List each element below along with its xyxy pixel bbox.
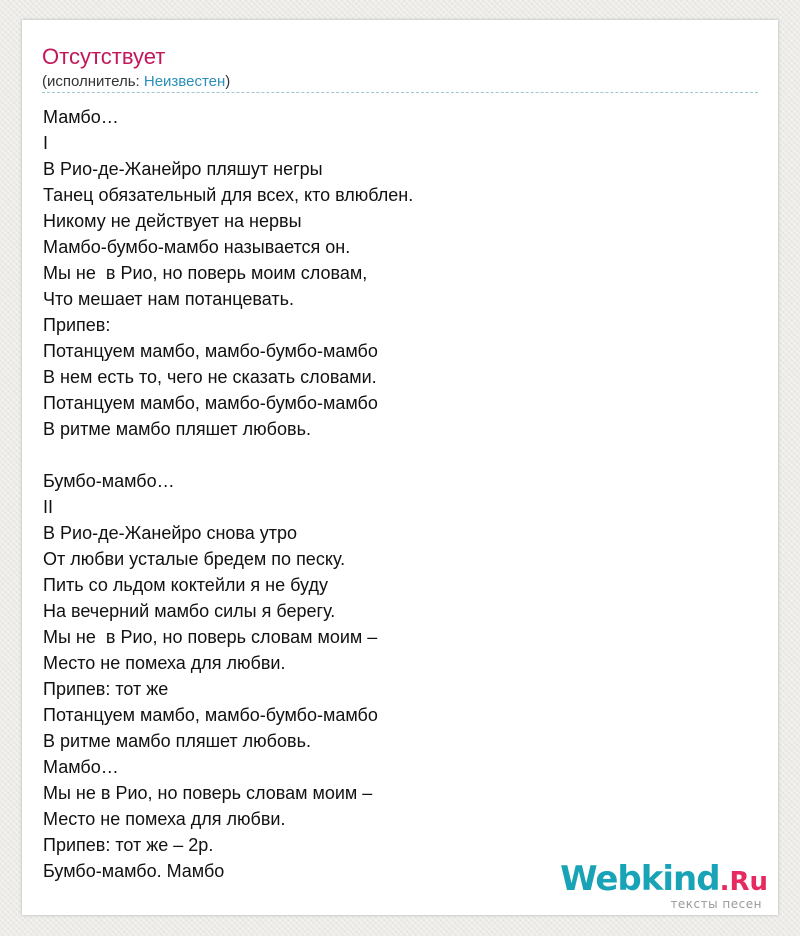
logo-main-text: Webkind	[560, 859, 720, 899]
lyric-line: В Рио-де-Жанейро пляшут негры	[43, 159, 323, 179]
lyric-line: I	[43, 133, 49, 153]
lyric-line: Место не помеха для любви.	[43, 653, 286, 673]
lyric-line: Бумбо-мамбо. Мамбо	[43, 861, 225, 881]
lyric-line: Место не помеха для любви.	[43, 809, 286, 829]
artist-prefix: (исполнитель:	[42, 73, 144, 90]
lyric-line: В ритме мамбо пляшет любовь.	[43, 731, 311, 751]
logo-wordmark	[560, 859, 768, 902]
lyrics-card	[22, 20, 778, 915]
lyric-line: Мамбо…	[43, 757, 119, 777]
lyric-line: Пить со льдом коктейли я не буду	[43, 575, 328, 595]
lyric-line: Потанцуем мамбо, мамбо-бумбо-мамбо	[43, 341, 378, 361]
logo-suffix-text: .Ru	[719, 867, 768, 897]
lyric-line: Потанцуем мамбо, мамбо-бумбо-мамбо	[43, 393, 378, 413]
artist-suffix: )	[225, 73, 231, 90]
webkind-logo[interactable]	[560, 853, 772, 913]
lyric-line: В нем есть то, чего не сказать словами.	[43, 367, 377, 387]
song-title: Отсутствует	[42, 44, 166, 69]
lyric-line: В Рио-де-Жанейро снова утро	[43, 523, 298, 543]
lyric-line	[43, 442, 743, 468]
logo-tagline: тексты песен	[670, 897, 762, 911]
lyric-line: Никому не действует на нервы	[43, 211, 302, 231]
lyric-line: Припев: тот же	[43, 679, 169, 699]
lyric-line: Что мешает нам потанцевать.	[43, 289, 294, 309]
lyric-line: Припев: тот же – 2р.	[43, 835, 214, 855]
lyric-line: Мы не в Рио, но поверь словам моим –	[43, 627, 378, 647]
lyric-line: Мы не в Рио, но поверь словам моим –	[43, 783, 373, 803]
lyric-line: Потанцуем мамбо, мамбо-бумбо-мамбо	[43, 705, 378, 725]
lyric-line: Припев:	[43, 315, 111, 335]
lyric-line: Мамбо-бумбо-мамбо называется он.	[43, 237, 351, 257]
lyric-line: Танец обязательный для всех, кто влюблен.	[43, 185, 414, 205]
artist-link[interactable]: Неизвестен	[143, 73, 226, 90]
dashed-divider	[42, 92, 758, 93]
lyrics-text	[43, 104, 743, 884]
lyric-line: От любви усталые бредем по песку.	[43, 549, 346, 569]
lyric-line: Бумбо-мамбо…	[43, 471, 175, 491]
lyric-line: Мы не в Рио, но поверь моим словам,	[43, 263, 368, 283]
lyric-line: В ритме мамбо пляшет любовь.	[43, 419, 311, 439]
artist-line	[42, 72, 230, 92]
lyric-line: На вечерний мамбо силы я берегу.	[43, 601, 336, 621]
lyric-line: II	[43, 497, 54, 517]
lyric-line: Мамбо…	[43, 107, 119, 127]
